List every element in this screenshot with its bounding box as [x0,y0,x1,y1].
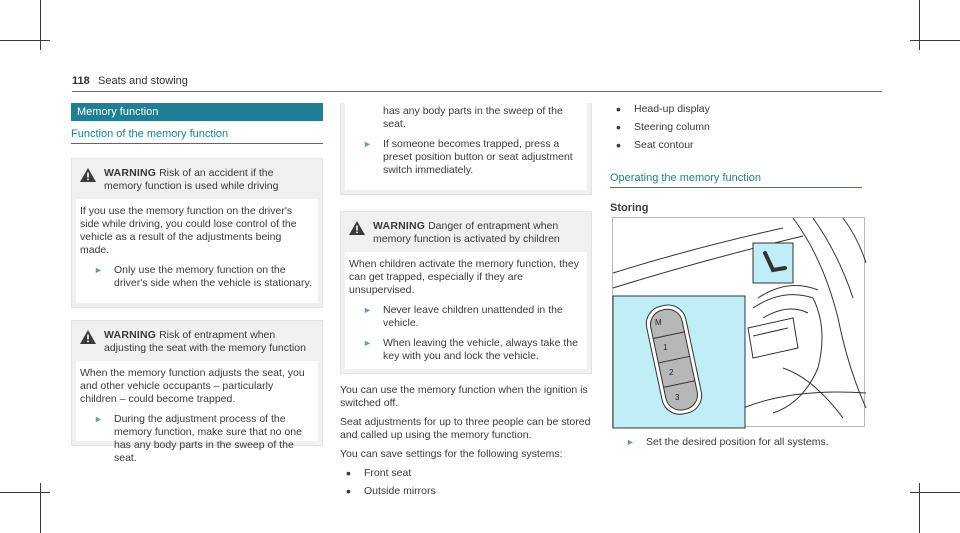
warning-label: WARNING [104,329,157,341]
warning-box-entrapment-seat [71,320,323,464]
memory-description [340,384,592,498]
storing-heading: Storing [610,202,649,214]
operating-heading: Operating the memory function [610,172,862,188]
column-right [610,103,862,215]
arrow-bullet-icon: ► [363,139,372,149]
memory-button-3-label: 3 [675,393,680,402]
crop-mark [40,0,41,50]
warning-triangle-icon [80,330,96,344]
storing-step [612,436,872,456]
memory-button-1-label: 1 [663,343,668,352]
chapter-title: Seats and stowing [98,75,188,87]
warning-box-children [340,211,592,374]
arrow-bullet-icon: ► [94,414,103,424]
list-item: • Seat contour [616,137,694,153]
column-middle [340,103,592,503]
warning-label: WARNING [104,167,157,179]
crop-mark [910,40,960,41]
list-item: • Head-up display [616,101,710,117]
warning-heading: Danger of entrapment when memory function is activated by children [373,220,560,245]
column-left [71,103,323,464]
systems-list [340,467,592,498]
warning-box-entrapment-cont [340,103,592,195]
warning-box-accident [71,158,323,308]
warning-body: When children activate the memory function, they can get trapped, especially if they are unsupervised. [349,258,579,296]
warning-heading: Risk of entrapment when adjusting the seat with the memory function [104,329,306,354]
crop-mark [40,483,41,533]
list-item: • Steering column [616,119,710,135]
warning-action: Only use the memory function on the driver's side when the vehicle is stationary. [114,264,312,289]
warning-triangle-icon [349,221,365,235]
page-header [72,73,882,92]
page-number: 118 [72,75,90,87]
paragraph: You can save settings for the following systems: [340,448,563,460]
crop-mark [910,492,960,493]
warning-action: If someone becomes trapped, press a preset position button or seat adjustment switch immediately. [383,138,573,176]
paragraph: You can use the memory function when the ignition is switched off. [340,384,588,409]
warning-heading: Risk of an accident if the memory function is used while driving [104,167,279,192]
warning-action: Never leave children unattended in the vehicle. [383,304,563,329]
section-subtitle: Function of the memory function [71,128,323,144]
warning-body: If you use the memory function on the driver's side while driving, you could lose control of the vehicle as a result of the adjustments being made. [80,205,297,256]
memory-button-2-label: 2 [669,368,674,377]
warning-triangle-icon [80,168,96,182]
list-item: • Front seat [346,465,412,481]
door-panel-drawing [613,218,866,428]
warning-action: During the adjustment process of the memory function, make sure that no one has any body parts in the sweep of the seat. [114,413,302,464]
warning-body: When the memory function adjusts the seat, you and other vehicle occupants – particularly children – could become trapped. [80,367,305,405]
systems-list-continued [610,103,862,152]
arrow-bullet-icon: ► [363,305,372,315]
crop-mark [919,0,920,50]
arrow-bullet-icon: ► [626,437,635,447]
memory-button-m-label: M [655,318,662,327]
arrow-bullet-icon: ► [363,338,372,348]
warning-label: WARNING [373,220,426,232]
arrow-bullet-icon: ► [94,265,103,275]
warning-action-continued: has any body parts in the sweep of the seat. [383,105,563,130]
section-title: Memory function [71,103,323,121]
crop-mark [0,492,50,493]
crop-mark [919,483,920,533]
warning-action: When leaving the vehicle, always take the key with you and lock the vehicle. [383,337,578,362]
paragraph: Seat adjustments for up to three people can be stored and called up using the memory function. [340,416,591,441]
crop-mark [0,40,50,41]
list-item: • Outside mirrors [346,483,436,499]
step-text: Set the desired position for all systems. [646,436,829,448]
memory-buttons-illustration [612,217,865,427]
